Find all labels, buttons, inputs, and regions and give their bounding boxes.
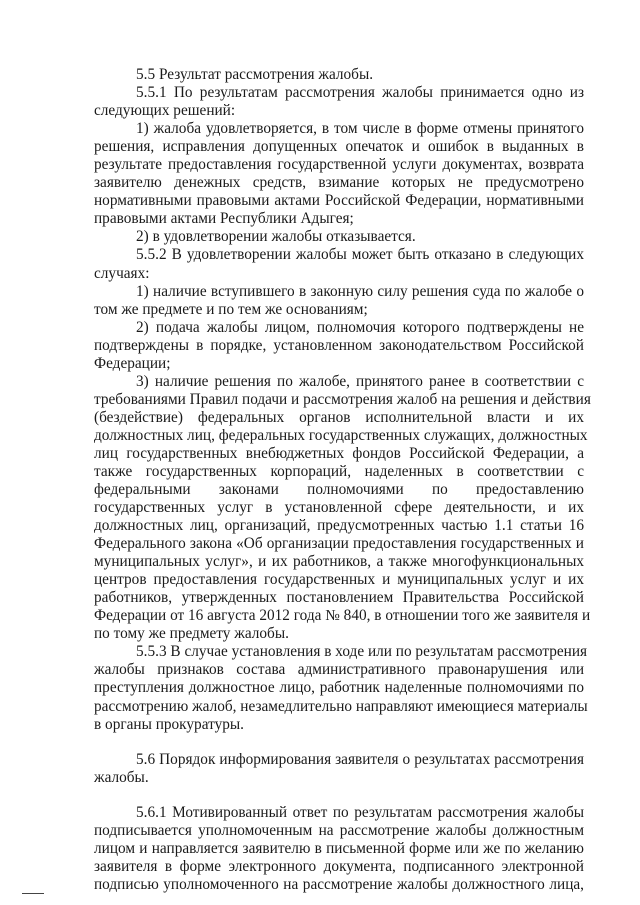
paragraph-line: том же предмете и по тем же основаниям; xyxy=(94,300,368,318)
paragraph-line: подтверждены в порядке, установленном законодательством Российской xyxy=(94,336,584,354)
section-heading: жалобы. xyxy=(94,768,149,786)
paragraph-line: Федерации от 16 августа 2012 года № 840, в отношении того же заявителя и xyxy=(94,607,591,625)
paragraph-line: лиц государственных внебюджетных фондов Российской Федерации, а xyxy=(94,444,584,462)
section-heading: 5.5 Результат рассмотрения жалобы. xyxy=(136,66,374,83)
paragraph-line: заявителю денежных средств, взимание которых не предусмотрено xyxy=(94,174,584,192)
paragraph-line: следующих решений: xyxy=(94,102,236,120)
section-heading: 5.6 Порядок информирования заявителя о результатах рассмотрения xyxy=(136,750,584,768)
paragraph-line: лицом и направляется заявителю в письменной форме или же по желанию xyxy=(94,839,584,857)
paragraph-line: по тому же предмету жалобы. xyxy=(94,625,289,643)
paragraph-line: подписью уполномоченного на рассмотрение жалобы должностного лица, xyxy=(94,876,584,893)
paragraph-line: результате предоставления государственной услуги документах, возврата xyxy=(94,156,584,174)
paragraph-line: работников, утвержденных постановлением Правительства Российской xyxy=(94,589,584,607)
paragraph-line: преступления должностное лицо, работник наделенные полномочиями по xyxy=(94,679,584,697)
paragraph-line: 2) в удовлетворении жалобы отказывается. xyxy=(136,228,416,246)
paragraph-line: федеральными законами полномочиями по предоставлению xyxy=(94,481,584,498)
paragraph-line: 5.6.1 Мотивированный ответ по результатам рассмотрения жалобы xyxy=(136,803,584,821)
paragraph-line: жалобы признаков состава административного правонарушения или xyxy=(94,661,584,679)
paragraph-line: Федерации; xyxy=(94,354,171,372)
paragraph-line: 5.5.1 По результатам рассмотрения жалобы принимается одно из xyxy=(136,84,584,101)
paragraph-line: заявителя в форме электронного документа, подписанного электронной xyxy=(94,858,584,875)
paragraph-line: муниципальных услуг», и их работников, а также многофункциональных xyxy=(94,553,584,571)
paragraph-line: 5.5.3 В случае установления в ходе или по результатам рассмотрения xyxy=(136,643,588,661)
paragraph-line: случаях: xyxy=(94,264,150,282)
paragraph-line: центров предоставления государственных и муниципальных услуг и их xyxy=(94,571,584,589)
scan-edge-mark xyxy=(22,893,44,894)
paragraph-line: должностных лиц, федеральных государственных служащих, должностных xyxy=(94,426,588,444)
paragraph-line: 1) жалоба удовлетворяется, в том числе в форме отмены принятого xyxy=(136,120,584,138)
paragraph-line: 1) наличие вступившего в законную силу решения суда по жалобе о xyxy=(136,282,584,300)
paragraph-line: требованиями Правил подачи и рассмотрения жалоб на решения и действия xyxy=(94,390,591,408)
paragraph-line: подписывается уполномоченным на рассмотрение жалобы должностным xyxy=(94,821,584,839)
paragraph-line: рассмотрению жалоб, незамедлительно направляют имеющиеся материалы xyxy=(94,697,588,715)
paragraph-line: 2) подача жалобы лицом, полномочия которого подтверждены не xyxy=(136,318,584,336)
paragraph-line: Федерального закона «Об организации предоставления государственных и xyxy=(94,535,584,553)
paragraph-line: в органы прокуратуры. xyxy=(94,715,244,733)
paragraph-line: нормативными правовыми актами Российской Федерации, нормативными xyxy=(94,192,584,210)
paragraph-line: решения, исправления допущенных опечаток и ошибок в выданных в xyxy=(94,138,584,156)
paragraph-line: (бездействие) федеральных органов исполнительной власти и их xyxy=(94,408,584,426)
paragraph-line: государственных услуг в установленной сфере деятельности, и их xyxy=(94,499,584,516)
paragraph-line: также государственных корпораций, наделенных в соответствии с xyxy=(94,462,584,480)
paragraph-line: правовыми актами Республики Адыгея; xyxy=(94,210,354,228)
paragraph-line: 3) наличие решения по жалобе, принятого ранее в соответствии с xyxy=(136,372,584,390)
paragraph-line: должностных лиц, организаций, предусмотренных частью 1.1 статьи 16 xyxy=(94,517,584,535)
paragraph-line: 5.5.2 В удовлетворении жалобы может быть отказано в следующих xyxy=(136,246,584,264)
